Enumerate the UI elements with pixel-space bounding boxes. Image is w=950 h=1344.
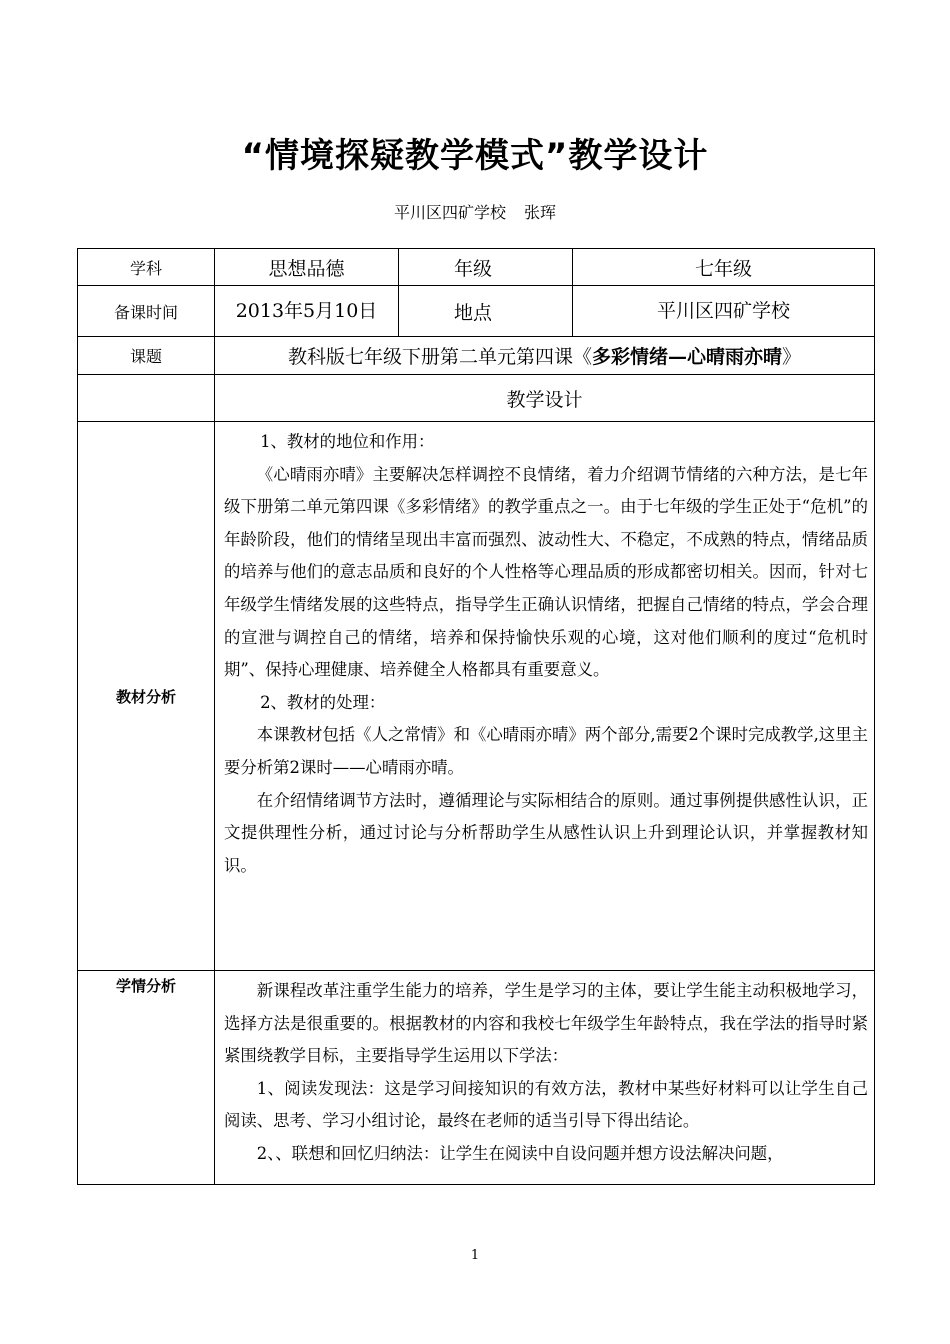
textbook-analysis-label: 教材分析 [78, 422, 215, 971]
grade-label: 年级 [399, 249, 573, 286]
author-line [0, 200, 950, 223]
paragraph: 1、阅读发现法：这是学习间接知识的有效方法，教材中某些好材料可以让学生自己阅读、思考、学习小组讨论，最终在老师的适当引导下得出结论。 [224, 1078, 868, 1131]
table-row [78, 337, 875, 375]
author-name: 张珲 [524, 203, 557, 222]
table-row [78, 375, 875, 422]
table-row [78, 286, 875, 337]
learning-analysis-content [215, 971, 875, 1185]
paragraph: 2、教材的处理： [260, 692, 386, 712]
subject-value: 思想品德 [215, 249, 399, 286]
author-school: 平川区四矿学校 [393, 203, 506, 222]
document-title: “情境探疑教学模式”教学设计 [241, 136, 709, 176]
table-row [78, 249, 875, 286]
design-header: 教学设计 [215, 375, 875, 422]
place-value: 平川区四矿学校 [573, 286, 875, 337]
subject-label: 学科 [78, 249, 215, 286]
topic-prefix: 教科版七年级下册第二单元第四课《 [287, 346, 592, 368]
table-row [78, 422, 875, 971]
page-number: 1 [470, 1248, 480, 1263]
topic-label: 课题 [78, 337, 215, 375]
date-label: 备课时间 [78, 286, 215, 337]
grade-value: 七年级 [573, 249, 875, 286]
place-label: 地点 [399, 286, 573, 337]
topic-suffix: 》 [782, 346, 802, 368]
paragraph: 本课教材包括《人之常情》和《心晴雨亦晴》两个部分,需要2个课时完成教学,这里主要分析第2课时——心晴雨亦晴。 [224, 725, 868, 777]
paragraph: 2、、联想和回忆归纳法：让学生在阅读中自设问题并想方设法解决问题， [256, 1143, 784, 1163]
textbook-analysis-content [215, 422, 875, 971]
empty-cell [78, 375, 215, 422]
table-row [78, 971, 875, 1185]
paragraph: 在介绍情绪调节方法时，遵循理论与实际相结合的原则。通过事例提供感性认识，正文提供理性分析，通过讨论与分析帮助学生从感性认识上升到理论认识，并掌握教材知识。 [224, 790, 868, 875]
paragraph: 1、教材的地位和作用： [260, 432, 435, 451]
learning-analysis-label: 学情分析 [78, 971, 215, 1185]
date-value: 2013年5月10日 [215, 286, 399, 337]
topic-value [215, 337, 875, 375]
paragraph: 《心晴雨亦晴》主要解决怎样调控不良情绪，着力介绍调节情绪的六种方法，是七年级下册第二单元第四课《多彩情绪》的教学重点之一。由于七年级的学生正处于“危机”的年龄阶段，他们的情绪呈现出丰富而强烈、波动性大、不稳定，不成熟的特点，情绪品质的培养与他们的意志品质和良好的个人性格等心理品质的形成都密切相关。因而，针对七年级学生情绪发展的这些特点，指导学生正确认识情绪，把握自己情绪的特点，学会合理的宣泄与调控自己的情绪，培养和保持愉快乐观的心境，这对他们顺利的度过“危机时期”、保持心理健康、培养健全人格都具有重要意义。 [224, 464, 868, 680]
lesson-plan-table [77, 248, 875, 1185]
topic-bold: 多彩情绪—心晴雨亦晴 [591, 346, 782, 368]
paragraph: 新课程改革注重学生能力的培养，学生是学习的主体，要让学生能主动积极地学习，选择方法是很重要的。根据教材的内容和我校七年级学生年龄特点，我在学法的指导时紧紧围绕教学目标，主要指导学生运用以下学法： [224, 981, 868, 1066]
